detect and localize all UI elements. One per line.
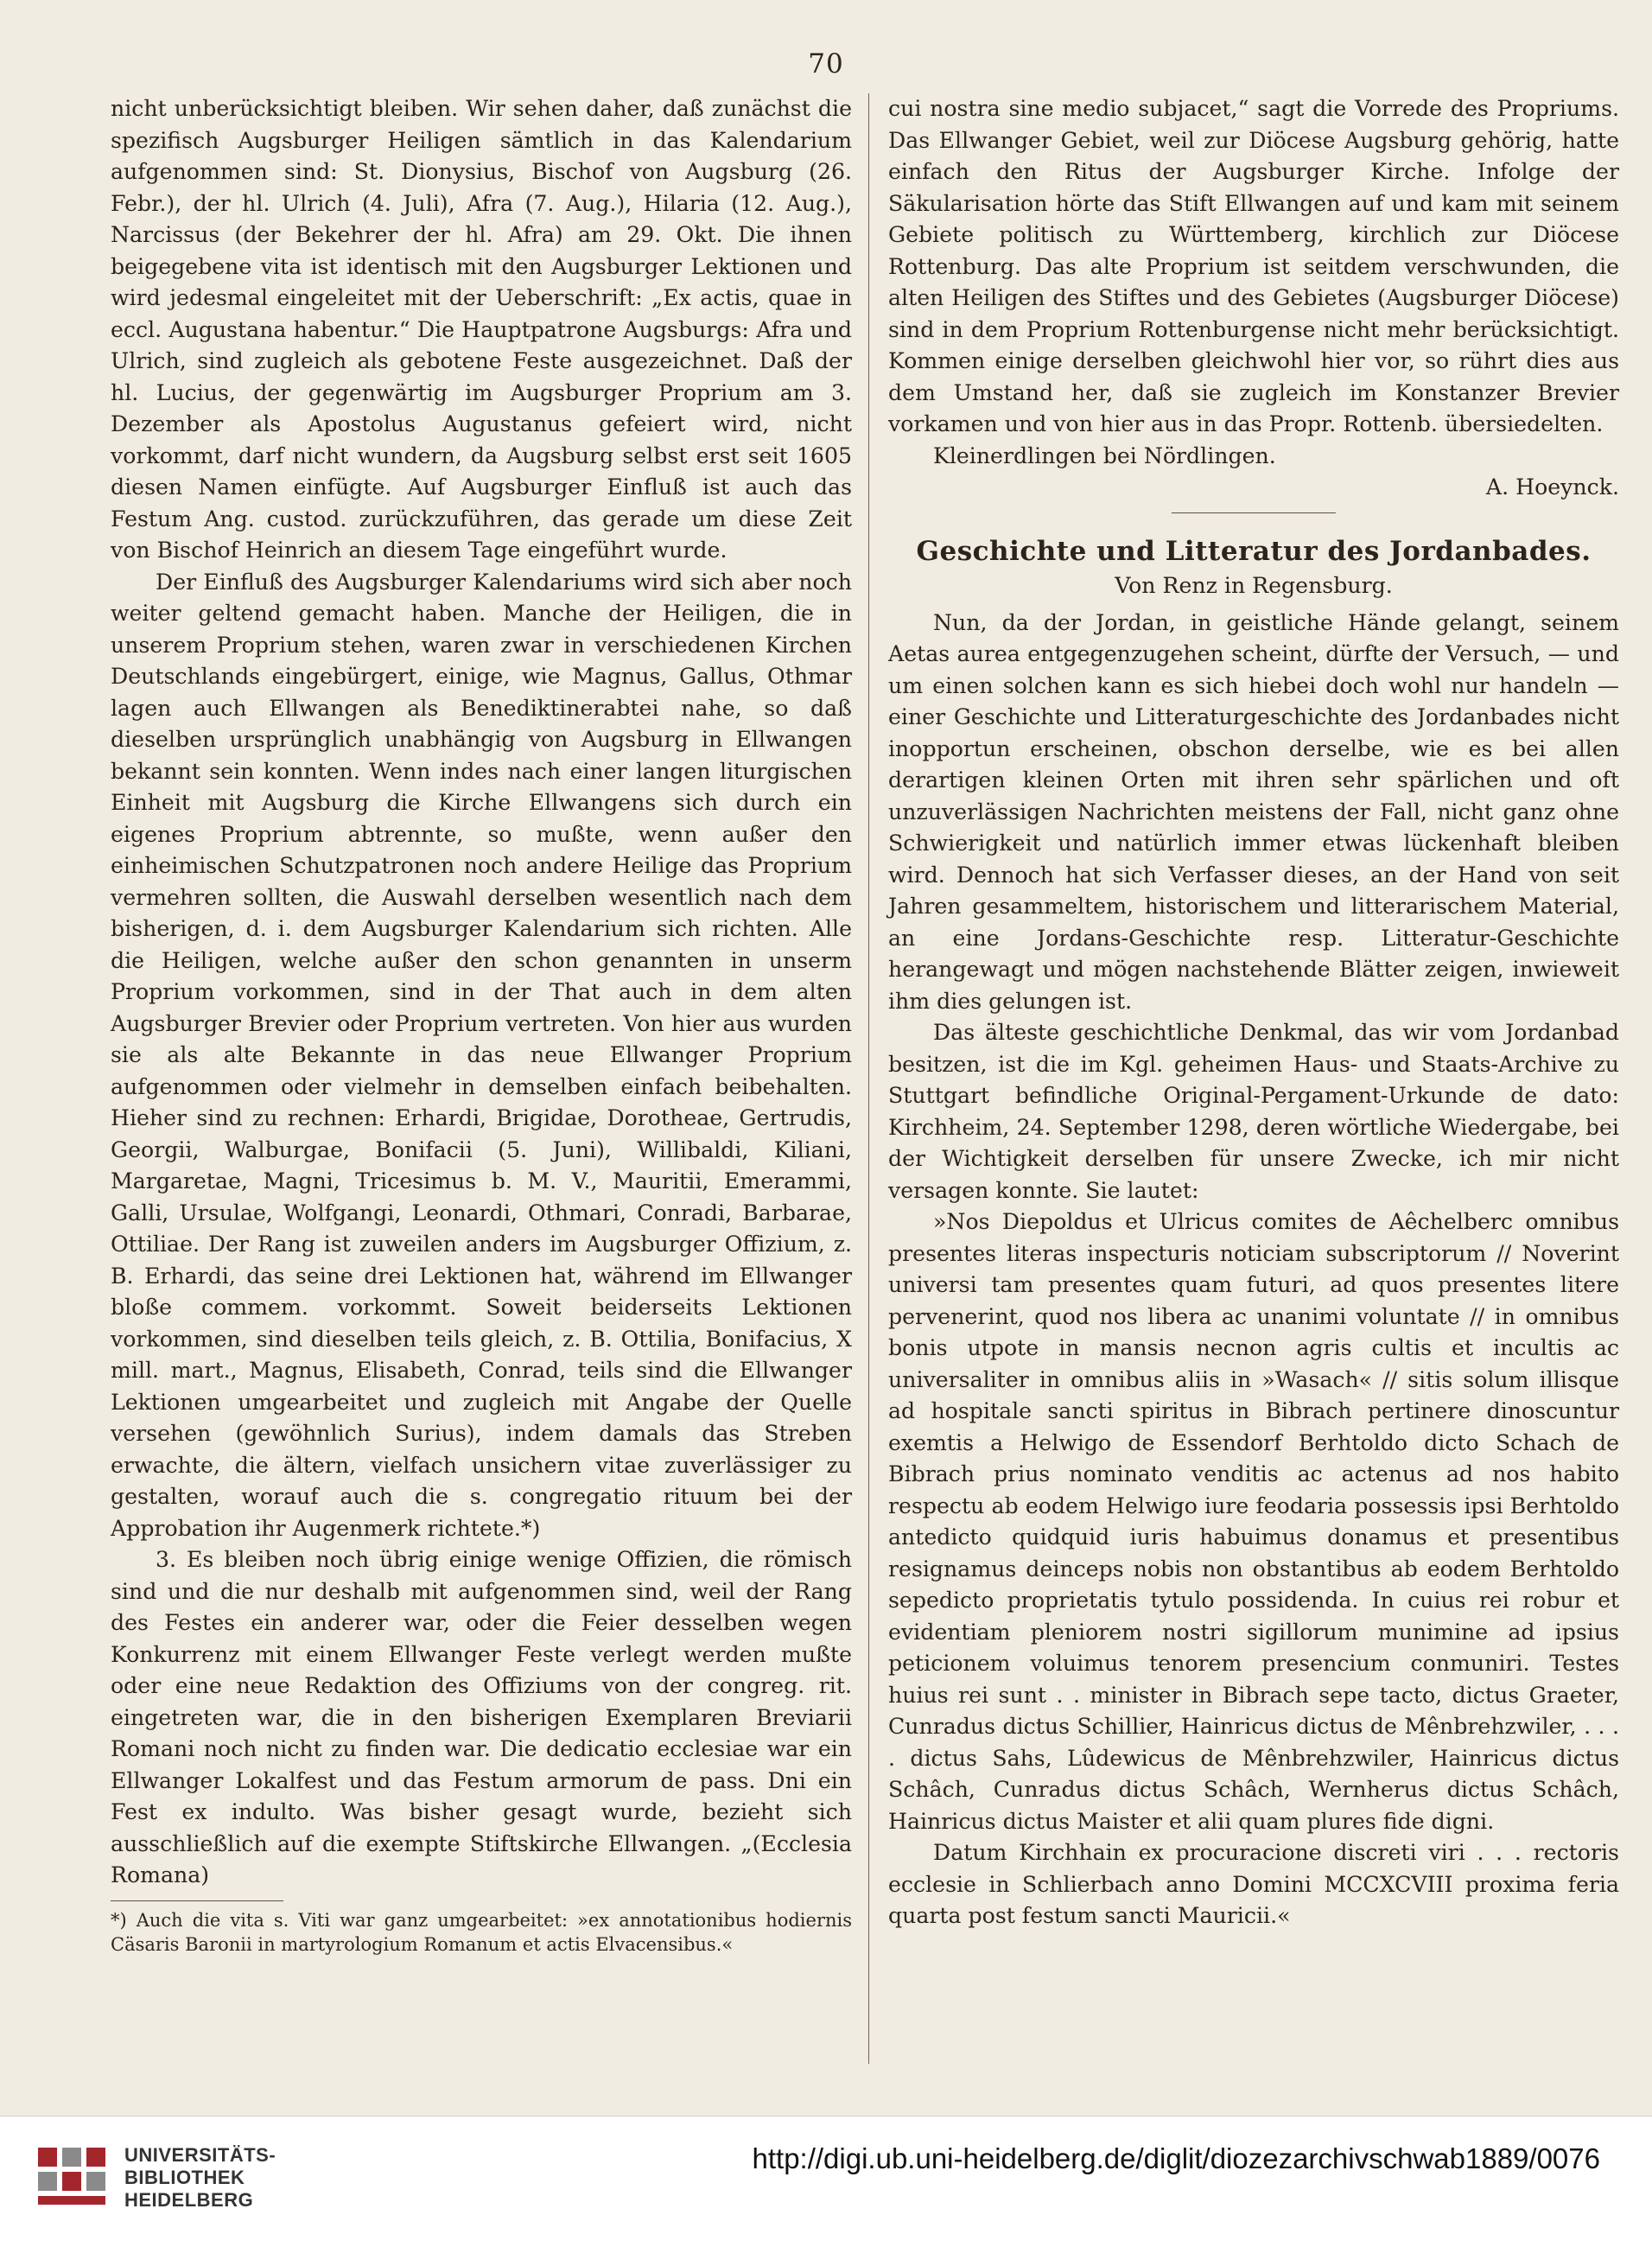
digitization-footer [0, 2116, 1652, 2247]
left-column [111, 93, 852, 1957]
permalink-url[interactable]: http://digi.ub.uni-heidelberg.de/diglit/diozezarchivschwab1889/0076 [752, 2142, 1600, 2174]
page-number: 70 [808, 48, 844, 80]
library-logo[interactable] [35, 2139, 294, 2217]
charter-quote: »Nos Diepoldus et Ulricus comites de Aêchelberc omnibus presentes literas inspecturis noticiam subscriptorum // Noverint universi tam presentes quam futuri, ad quos presentes litere pervenerint, quod nos libera ac unanimi voluntate // in omnibus bonis utpote in mansis necnon agris cultis et incultis ac universaliter in omnibus aliis in »Wasach« // sitis solum illisque ad hospitale sancti spiritus in Bibrach pertinere dinoscuntur exemtis a Helwigo de Essendorf Berhtoldo dicto Schach de Bibrach prius nominato venditis ac actenus ad nos habito respectu ab eodem Helwigo iure feodaria possessis ipsi Berhtoldo antedicto quidquid iuris habuimus donamus et presentibus resignamus deinceps nobis non obstantibus ab eodem Berhtoldo sepedicto proprietatis tytulo possidenda. In cuius rei robur et evidentiam pleniorem nostri sigillorum munimine ad ipsius peticionem voluimus tenorem presencium conmuniri. Testes huius rei sunt . . minister in Bibrach sepe tacto, dictus Graeter, Cunradus dictus Schillier, Hainricus dictus de Mênbrehzwiler, . . . . dictus Sahs, Lûdewicus de Mênbrehzwiler, Hainricus dictus Schâch, Cunradus dictus Schâch, Wernherus dictus Schâch, Hainricus dictus Maister et alii quam plures fide digni. [888, 1209, 1619, 1834]
library-name-line: HEIDELBERG [124, 2189, 254, 2211]
left-paragraph-3: 3. Es bleiben noch übrig einige wenige Offizien, die römisch sind und die nur deshalb mit aufgenommen sind, weil der Rang des Festes ein anderer war, oder die Feier desselben wegen Konkurrenz mit einem Ellwanger Feste verlegt werden mußte oder eine neue Redaktion des Offiziums von der congreg. rit. eingetreten war, die in den bisherigen Exemplaren Breviarii Romani noch nicht zu finden war. Die dedicatio ecclesiae war ein Ellwanger Lokalfest und das Festum armorum de pass. Dni ein Fest ex indulto. Was bisher gesagt wurde, bezieht sich ausschließlich auf die exempte Stiftskirche Ellwangen. „(Ecclesia Romana) [111, 1547, 852, 1887]
left-paragraph-2: Der Einfluß des Augsburger Kalendariums wird sich aber noch weiter geltend gemacht haben. Manche der Heiligen, die in unserem Proprium stehen, waren zwar in verschiedenen Kirchen Deutschlands eingebürgert, einige, wie Magnus, Gallus, Othmar lagen auch Ellwangen als Benediktinerabtei nahe, so daß dieselben ursprünglich unabhängig von Augsburg in Ellwangen bekannt sein konnten. Wenn indes nach einer langen liturgischen Einheit mit Augsburg die Kirche Ellwangens sich durch ein eigenes Proprium abtrennte, so mußte, wenn außer den einheimischen Schutzpatronen noch andere Heilige das Proprium vermehren sollten, die Auswahl derselben wesentlich nach dem bisherigen, d. i. dem Augsburger Kalendarium sich richten. Alle die Heiligen, welche außer den schon genannten in unserm Proprium vorkommen, sind in der That auch in dem alten Augsburger Brevier oder Proprium vertreten. Von hier aus wurden sie als alte Bekannte in das neue Ellwanger Proprium aufgenommen oder vielmehr in demselben einfach beibehalten. Hieher sind zu rechnen: Erhardi, Brigidae, Dorotheae, Gertrudis, Georgii, Walburgae, Bonifacii (5. Juni), Willibaldi, Kiliani, Margaretae, Magni, Tricesimus b. M. V., Mauritii, Emerammi, Galli, Ursulae, Wolfgangi, Leonardi, Othmari, Conradi, Barbarae, Ottiliae. Der Rang ist zuweilen anders im Augsburger Offizium, z. B. Erhardi, das seine drei Lektionen hat, während im Ellwanger bloße commem. vorkommt. Soweit beiderseits Lektionen vorkommen, sind dieselben teils gleich, z. B. Ottilia, Bonifacius, X mill. mart., Magnus, Elisabeth, Conrad, teils sind die Ellwanger Lektionen umgearbeitet und zugleich mit Angabe der Quelle versehen (gewöhnlich Surius), indem damals das Streben erwachte, die ältern, vielfach unsichern vitae zuverlässiger zu gestalten, worauf auch die s. congregatio rituum bei der Approbation ihr Augenmerk richtete.*) [111, 569, 852, 1541]
library-name-line: BIBLIOTHEK [124, 2167, 245, 2188]
article-place: Kleinerdlingen bei Nördlingen. [933, 442, 1276, 468]
footnote-rule [111, 1900, 283, 1901]
charter-dating: Datum Kirchhain ex procuracione discreti viri . . . rectoris ecclesie in Schlierbach anno Domini MCCXCVIII proxima feria quarta post festum sancti Mauricii.« [888, 1840, 1619, 1928]
left-paragraph-1: nicht unberücksichtigt bleiben. Wir sehen daher, daß zunächst die spezifisch Augsburger Heiligen sämtlich in das Kalendarium aufgenommen sind: St. Dionysius, Bischof von Augsburg (26. Febr.), der hl. Ulrich (4. Juli), Afra (7. Aug.), Hilaria (12. Aug.), Narcissus (der Bekehrer der hl. Afra) am 29. Okt. Die ihnen beigegebene vita ist identisch mit den Augsburger Lektionen und wird jedesmal eingeleitet mit der Ueberschrift: „Ex actis, quae in eccl. Augustana habentur.“ Die Hauptpatrone Augsburgs: Afra und Ulrich, sind zugleich als gebotene Feste ausgezeichnet. Daß der hl. Lucius, der gegenwärtig im Augsburger Proprium am 3. Dezember als Apostolus Augustanus gefeiert wird, nicht vorkommt, darf nicht wundern, da Augsburg selbst erst seit 1605 diesen Namen einfügte. Auf Augsburger Einfluß ist auch das Festum Ang. custod. zurückzuführen, das gerade um diese Zeit von Bischof Heinrich an diesem Tage eingeführt wurde. [111, 96, 852, 563]
article-author: A. Hoeynck. [1485, 474, 1619, 500]
library-name [124, 2144, 276, 2212]
section-rule [1172, 512, 1336, 513]
right-column [888, 93, 1619, 1932]
article-byline: Von Renz in Regensburg. [1115, 573, 1393, 598]
article-paragraph-1: Nun, da der Jordan, in geistliche Hände gelangt, seinem Aetas aurea entgegenzugehen scheint, dürfte der Versuch, — und um einen solchen kann es sich hiebei doch wohl nur handeln — einer Geschichte und Litteraturgeschichte des Jordanbades nicht inopportun erscheinen, obschon derselbe, wie es bei allen derartigen kleinen Orten mit ihren sehr spärlichen und oft unzuverlässigen Nachrichten meistens der Fall, nicht ganz ohne Schwierigkeit und natürlich immer etwas lückenhaft bleiben wird. Dennoch hat sich Verfasser dieses, an der Hand von seit Jahren gesammeltem, historischem und litterarischem Material, an eine Jordans-Geschichte resp. Litteratur-Geschichte herangewagt und mögen nachstehende Blätter zeigen, inwieweit ihm dies gelungen ist. [888, 609, 1619, 1014]
footnote: *) Auch die vita s. Viti war ganz umgearbeitet: »ex annotationibus hodiernis Cäsaris Baronii in martyrologium Romanum et actis Elvacensibus.« [111, 1909, 852, 1955]
right-continuation: cui nostra sine medio subjacet,“ sagt die Vorrede des Propriums. Das Ellwanger Gebiet, weil zur Diöcese Augsburg gehörig, hatte einfach den Ritus der Augsburger Kirche. Infolge der Säkularisation hörte das Stift Ellwangen auf und kam mit seinem Gebiete politisch zu Württemberg, kirchlich zur Diöcese Rottenburg. Das alte Proprium ist seitdem verschwunden, die alten Heiligen des Stiftes und des Gebietes (Augsburger Diöcese) sind in dem Proprium Rottenburgense nicht mehr berücksichtigt. Kommen einige derselben gleichwohl hier vor, so rührt dies aus dem Umstand her, daß sie zugleich im Konstanzer Brevier vorkamen und von hier aus in das Propr. Rottenb. übersiedelten. [888, 96, 1619, 436]
article-paragraph-2: Das älteste geschichtliche Denkmal, das wir vom Jordanbad besitzen, ist die im Kgl. geheimen Haus- und Staats-Archive zu Stuttgart befindliche Original-Pergament-Urkunde de dato: Kirchheim, 24. September 1298, deren wörtliche Wiedergabe, bei der Wichtigkeit derselben für unsere Zwecke, ich mir nicht versagen konnte. Sie lautet: [888, 1020, 1619, 1203]
university-library-logo-icon [35, 2142, 112, 2212]
column-divider [868, 93, 869, 2064]
library-name-line: UNIVERSITÄTS- [124, 2144, 276, 2166]
article-title: Geschichte und Litteratur des Jordanbades. [916, 535, 1592, 567]
